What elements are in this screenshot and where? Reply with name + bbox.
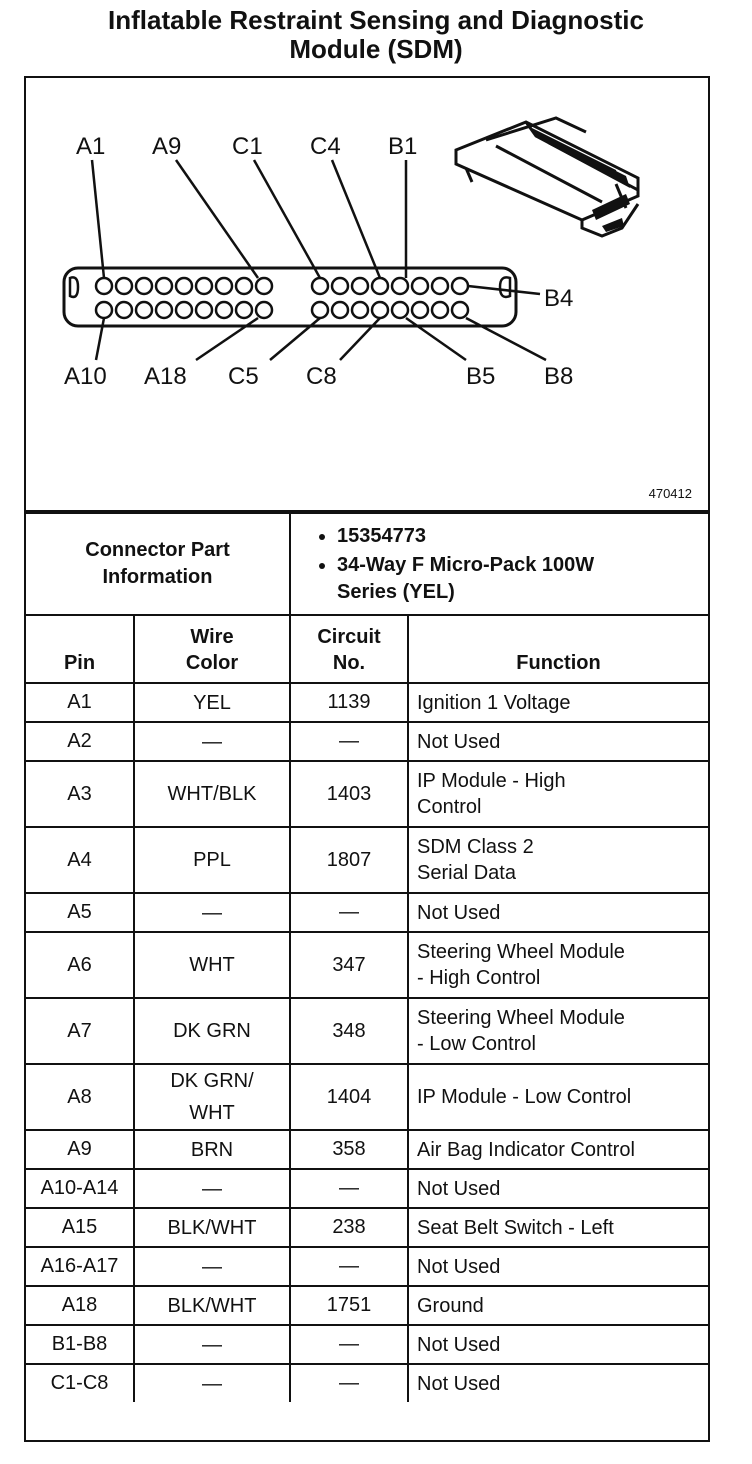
- wire-color-line: —: [202, 1372, 222, 1395]
- header-circuit: [290, 615, 408, 683]
- pin-cell: C1-C8: [26, 1364, 134, 1402]
- connector-key-right: [500, 277, 510, 297]
- connector-info-label: [26, 513, 290, 615]
- pin-a-row2-3: [136, 302, 152, 318]
- connector-key-left: [70, 277, 78, 297]
- table-row: [26, 1325, 708, 1364]
- label-a10: A10: [64, 363, 107, 390]
- wire-color-line: —: [202, 1255, 222, 1278]
- leader-a1: [92, 160, 104, 278]
- function-line: - Low Control: [417, 1033, 536, 1055]
- function-line: Steering Wheel Module: [417, 1007, 625, 1029]
- pin-cell: A8: [26, 1064, 134, 1130]
- table-row: [26, 1286, 708, 1325]
- connector-part-number: • 15354773: [337, 523, 702, 550]
- table-row: [26, 1064, 708, 1130]
- circuit-cell: 1751: [290, 1286, 408, 1325]
- circuit-cell: 1403: [290, 761, 408, 827]
- page-title: [0, 6, 752, 64]
- leader-b5: [406, 318, 466, 360]
- wire-color-line: —: [202, 1177, 222, 1200]
- pin-cell: A4: [26, 827, 134, 893]
- pin-a-row1-9: [256, 278, 272, 294]
- pin-b-row1-2: [412, 278, 428, 294]
- connector-info-row: [26, 513, 708, 615]
- circuit-cell: 347: [290, 932, 408, 998]
- circuit-cell: 238: [290, 1208, 408, 1247]
- wire-color-line: DK GRN: [173, 1020, 251, 1042]
- function-cell: [408, 998, 708, 1064]
- table-row: [26, 761, 708, 827]
- leader-lines: [92, 160, 546, 360]
- function-cell: [408, 722, 708, 761]
- function-line: Serial Data: [417, 862, 516, 884]
- header-wire-color-2: Color: [185, 652, 239, 674]
- pin-cell: A3: [26, 761, 134, 827]
- function-line: Not Used: [417, 730, 501, 753]
- leader-a10: [96, 318, 104, 360]
- function-line: Not Used: [417, 1255, 501, 1278]
- wire-color-cell: [134, 827, 290, 893]
- pin-a-row1-7: [216, 278, 232, 294]
- pinout-table: [26, 512, 708, 1402]
- circuit-cell: 1139: [290, 683, 408, 722]
- header-wire-color: [134, 615, 290, 683]
- wire-color-cell: [134, 1325, 290, 1364]
- leader-a18: [196, 318, 258, 360]
- label-c5: C5: [228, 363, 259, 390]
- pin-cell: A7: [26, 998, 134, 1064]
- label-a18: A18: [144, 363, 187, 390]
- function-cell: [408, 1286, 708, 1325]
- pin-a-row2-7: [216, 302, 232, 318]
- wire-color-cell: [134, 1064, 290, 1130]
- table-row: [26, 1247, 708, 1286]
- header-circuit-2: No.: [332, 652, 366, 674]
- wire-color-line: DK GRN/: [170, 1070, 254, 1092]
- pin-c-row1-2: [332, 278, 348, 294]
- function-cell: [408, 827, 708, 893]
- pin-c-row2-3: [352, 302, 368, 318]
- pin-b-row2-4: [452, 302, 468, 318]
- circuit-cell: 1807: [290, 827, 408, 893]
- connector-description-line-2: Series (YEL): [337, 580, 455, 603]
- circuit-cell: —: [290, 1169, 408, 1208]
- wire-color-cell: [134, 893, 290, 932]
- wire-color-line: —: [202, 730, 222, 753]
- wire-color-cell: [134, 761, 290, 827]
- pin-b-row1-3: [432, 278, 448, 294]
- table-row: [26, 683, 708, 722]
- pin-c-row2-4: [372, 302, 388, 318]
- header-pin: Pin: [26, 615, 134, 683]
- pin-a-row1-1: [96, 278, 112, 294]
- header-circuit-1: Circuit: [317, 626, 381, 648]
- pin-a-row2-9: [256, 302, 272, 318]
- function-line: Control: [417, 796, 482, 818]
- circuit-cell: —: [290, 1364, 408, 1402]
- pin-b-row1-4: [452, 278, 468, 294]
- leader-c8: [340, 318, 380, 360]
- wire-color-line: WHT: [189, 1102, 235, 1124]
- pin-cell: A1: [26, 683, 134, 722]
- circuit-cell: —: [290, 1325, 408, 1364]
- table-row: [26, 827, 708, 893]
- connector-frame: [24, 76, 710, 1442]
- function-line: Air Bag Indicator Control: [417, 1138, 635, 1161]
- wire-color-cell: [134, 683, 290, 722]
- function-cell: [408, 932, 708, 998]
- wire-color-line: YEL: [193, 691, 231, 714]
- wire-color-line: BLK/WHT: [167, 1294, 257, 1317]
- figure-id: 470412: [648, 486, 692, 501]
- leader-b4: [468, 286, 540, 294]
- function-line: Not Used: [417, 1177, 501, 1200]
- pin-c-row2-1: [312, 302, 328, 318]
- label-b5: B5: [466, 363, 496, 390]
- function-line: Seat Belt Switch - Left: [417, 1216, 614, 1239]
- function-cell: [408, 1169, 708, 1208]
- function-cell: [408, 1064, 708, 1130]
- function-line: Steering Wheel Module: [417, 941, 625, 963]
- label-c8: C8: [306, 363, 337, 390]
- pin-cell: A15: [26, 1208, 134, 1247]
- pin-c-row2-2: [332, 302, 348, 318]
- connector-info-label-2: Information: [102, 566, 213, 588]
- pin-a-row1-6: [196, 278, 212, 294]
- pin-b-row1-1: [392, 278, 408, 294]
- table-row: [26, 1208, 708, 1247]
- leader-c4: [332, 160, 380, 278]
- label-a1: A1: [76, 133, 106, 160]
- title-line-1: Inflatable Restraint Sensing and Diagnostic: [108, 5, 644, 35]
- function-cell: [408, 893, 708, 932]
- header-function: Function: [408, 615, 708, 683]
- table-row: [26, 722, 708, 761]
- pin-c-row1-4: [372, 278, 388, 294]
- function-cell: [408, 1364, 708, 1402]
- table-row: [26, 893, 708, 932]
- pin-a-row2-5: [176, 302, 192, 318]
- wire-color-line: BLK/WHT: [167, 1216, 257, 1239]
- table-row: [26, 932, 708, 998]
- connector-description: [337, 552, 702, 606]
- title-line-2: Module (SDM): [289, 34, 463, 64]
- connector-description-line-1: 34-Way F Micro-Pack 100W: [337, 553, 595, 576]
- connector-body: [64, 268, 516, 326]
- table-row: [26, 998, 708, 1064]
- table-row: [26, 1364, 708, 1402]
- wire-color-cell: [134, 1169, 290, 1208]
- connector-info-label-1: Connector Part: [85, 539, 230, 561]
- table-header-row: [26, 615, 708, 683]
- pin-c-row1-3: [352, 278, 368, 294]
- function-line: Ground: [417, 1294, 484, 1317]
- wire-color-line: WHT/BLK: [167, 783, 257, 805]
- pin-a-row2-1: [96, 302, 112, 318]
- function-cell: [408, 683, 708, 722]
- label-a9: A9: [152, 133, 182, 160]
- circuit-cell: —: [290, 722, 408, 761]
- wire-color-line: —: [202, 1333, 222, 1356]
- wire-color-cell: [134, 1364, 290, 1402]
- circuit-cell: 358: [290, 1130, 408, 1169]
- function-cell: [408, 761, 708, 827]
- leader-c1: [254, 160, 320, 278]
- wire-color-cell: [134, 722, 290, 761]
- function-line: - High Control: [417, 967, 541, 989]
- pin-b-row2-2: [412, 302, 428, 318]
- wire-color-line: —: [202, 901, 222, 924]
- pin-a-row1-3: [136, 278, 152, 294]
- wire-color-cell: [134, 1247, 290, 1286]
- function-cell: [408, 1208, 708, 1247]
- circuit-cell: 1404: [290, 1064, 408, 1130]
- pin-a-row2-8: [236, 302, 252, 318]
- pin-a-row2-2: [116, 302, 132, 318]
- table-row: [26, 1130, 708, 1169]
- pin-cell: B1-B8: [26, 1325, 134, 1364]
- wire-color-cell: [134, 1130, 290, 1169]
- wire-color-cell: [134, 1286, 290, 1325]
- pin-cell: A9: [26, 1130, 134, 1169]
- wire-color-line: BRN: [190, 1138, 234, 1161]
- pin-cell: A6: [26, 932, 134, 998]
- wire-color-line: WHT: [189, 954, 235, 976]
- function-line: Not Used: [417, 1333, 501, 1356]
- function-line: Ignition 1 Voltage: [417, 691, 571, 714]
- function-line: IP Module - High: [417, 770, 566, 792]
- connector-info-values: [290, 513, 708, 615]
- wire-color-cell: [134, 998, 290, 1064]
- pin-c-row1-1: [312, 278, 328, 294]
- table-row: [26, 1169, 708, 1208]
- pin-a-row1-4: [156, 278, 172, 294]
- label-b1: B1: [388, 133, 418, 160]
- leader-c5: [270, 318, 320, 360]
- circuit-cell: —: [290, 893, 408, 932]
- wire-color-cell: [134, 1208, 290, 1247]
- pin-a-row1-2: [116, 278, 132, 294]
- function-line: Not Used: [417, 1372, 501, 1395]
- connector-3d-fill: [532, 128, 630, 232]
- connector-diagram: [26, 78, 708, 512]
- function-line: IP Module - Low Control: [417, 1086, 632, 1108]
- function-cell: [408, 1130, 708, 1169]
- circuit-cell: —: [290, 1247, 408, 1286]
- pin-cell: A16-A17: [26, 1247, 134, 1286]
- wire-color-cell: [134, 932, 290, 998]
- pin-a-row2-4: [156, 302, 172, 318]
- label-b4: B4: [544, 285, 574, 312]
- label-c1: C1: [232, 133, 263, 160]
- wire-color-line: PPL: [193, 849, 231, 871]
- pin-a-row1-8: [236, 278, 252, 294]
- pin-cell: A2: [26, 722, 134, 761]
- function-cell: [408, 1325, 708, 1364]
- pin-labels: [64, 133, 573, 390]
- function-line: SDM Class 2: [417, 836, 534, 858]
- pin-cell: A10-A14: [26, 1169, 134, 1208]
- leader-a9: [176, 160, 258, 278]
- pin-grid: [96, 278, 468, 318]
- pin-b-row2-1: [392, 302, 408, 318]
- pin-cell: A5: [26, 893, 134, 932]
- pin-b-row2-3: [432, 302, 448, 318]
- label-c4: C4: [310, 133, 341, 160]
- pin-cell: A18: [26, 1286, 134, 1325]
- connector-drawing: [26, 78, 708, 510]
- function-cell: [408, 1247, 708, 1286]
- pin-a-row2-6: [196, 302, 212, 318]
- label-b8: B8: [544, 363, 574, 390]
- pin-a-row1-5: [176, 278, 192, 294]
- circuit-cell: 348: [290, 998, 408, 1064]
- header-wire-color-1: Wire: [190, 626, 234, 648]
- function-line: Not Used: [417, 901, 501, 924]
